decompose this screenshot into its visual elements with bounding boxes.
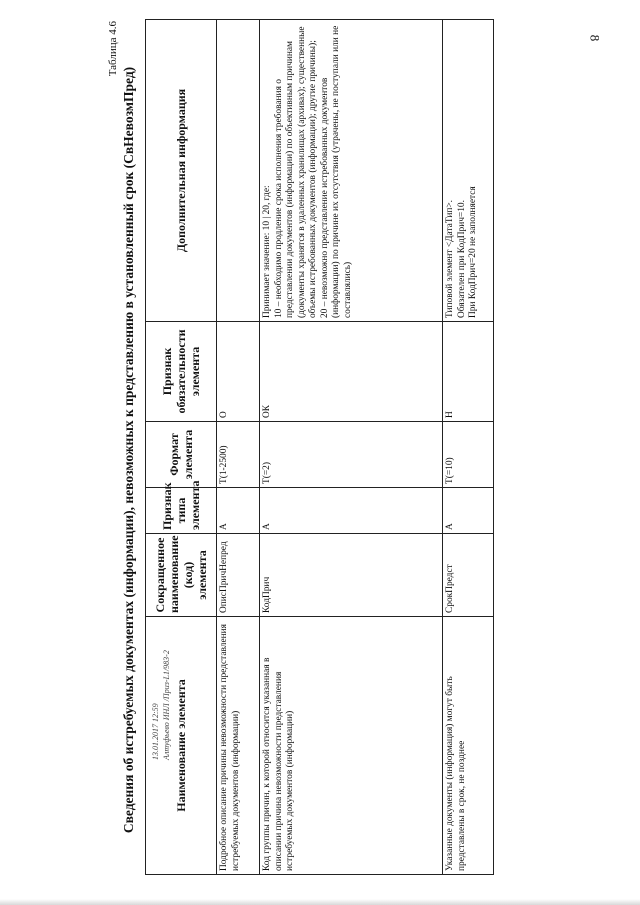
- header-info: Дополнительная информация: [146, 20, 217, 322]
- cell-type: А: [260, 488, 443, 534]
- scan-stamp: [150, 610, 172, 760]
- cell-type: А: [443, 488, 494, 534]
- header-name: Наименование элемента: [146, 617, 217, 875]
- cell-code: СрокПредст: [443, 534, 494, 617]
- header-format: Формат элемента: [146, 422, 217, 488]
- scan-edge-shadow: [0, 899, 640, 905]
- cell-info: [443, 20, 494, 322]
- elements-table: [145, 19, 494, 875]
- table-row: [443, 20, 494, 875]
- cell-required: ОК: [260, 322, 443, 422]
- info-line: При КодПрич=20 не заполняется: [468, 186, 478, 318]
- cell-code: ОписПричНепред: [217, 534, 260, 617]
- cell-name: Подробное описание причины невозможности представления истребуемых документов (информации): [217, 617, 260, 875]
- page-number: 8: [587, 34, 603, 42]
- table-caption: Таблица 4.6: [107, 21, 119, 77]
- info-line: 10 – необходимо продление срока исполнения требования о представлении документов (информации) по объективным причинам (документы хранятся в удаленных хранилищах (архивах); существенные объемы истребованных документов (информации); другие причины);: [273, 26, 318, 318]
- cell-format: T(1-2500): [217, 422, 260, 488]
- cell-info: [217, 20, 260, 322]
- cell-format: T(=2): [260, 422, 443, 488]
- cell-type: А: [217, 488, 260, 534]
- stamp-line: 13.01.2017 12:59: [151, 703, 160, 760]
- cell-info: [260, 20, 443, 322]
- table-title: Сведения об истребуемых документах (информации), невозможных к представлению в установленный срок (СвНевозмПред): [121, 66, 136, 834]
- cell-format: T(=10): [443, 422, 494, 488]
- header-type: Признак типа элемента: [146, 488, 217, 534]
- cell-required: Н: [443, 322, 494, 422]
- info-line: Принимает значение: 10 | 20, где:: [262, 185, 272, 318]
- cell-name: Код группы причин, к которой относится указанная в описании причина невозможности представления истребуемых документов (информации): [260, 617, 443, 875]
- info-line: Типовой элемент <ДатаТип>.: [445, 199, 455, 318]
- header-code: Сокращенное наименование (код) элемента: [146, 534, 217, 617]
- header-required: Признак обязательности элемента: [146, 322, 217, 422]
- cell-name: Указанные документы (информация) могут быть представлены в срок, не позднее: [443, 617, 494, 875]
- info-line: 20 – невозможно представление истребованных документов (информации) по причине их отсутствия (утрачены, не поступали или не составлялись): [319, 25, 353, 318]
- cell-code: КодПрич: [260, 534, 443, 617]
- info-line: Обязателен при КодПрич=10.: [456, 200, 467, 318]
- table-row: [217, 20, 260, 875]
- cell-required: О: [217, 322, 260, 422]
- table-row: [260, 20, 443, 875]
- stamp-line: Алтуфьево ИНЛ /Приз-L1/983-2: [162, 650, 171, 760]
